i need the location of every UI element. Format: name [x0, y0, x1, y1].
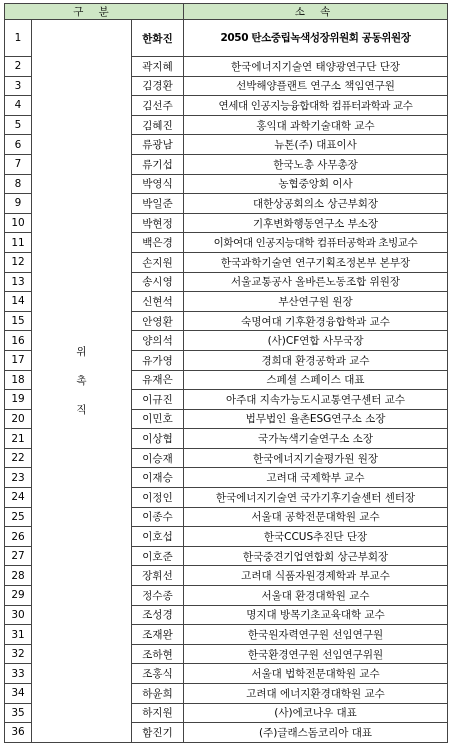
member-affiliation: 농협중앙회 이사 — [184, 174, 448, 194]
member-name: 박일준 — [132, 194, 184, 214]
member-name: 송시영 — [132, 272, 184, 292]
row-number: 23 — [5, 468, 32, 488]
member-affiliation: 고려대 국제학부 교수 — [184, 468, 448, 488]
member-affiliation: 고려대 식품자원경제학과 부교수 — [184, 566, 448, 586]
member-affiliation: 선박해양플랜트 연구소 책임연구원 — [184, 76, 448, 96]
member-name: 조재완 — [132, 625, 184, 645]
row-number: 24 — [5, 488, 32, 508]
member-name: 박현정 — [132, 213, 184, 233]
row-number: 13 — [5, 272, 32, 292]
member-affiliation: 한국환경연구원 선임연구위원 — [184, 644, 448, 664]
row-number: 33 — [5, 664, 32, 684]
member-name: 김혜진 — [132, 115, 184, 135]
member-name: 류기섭 — [132, 154, 184, 174]
category-cell — [32, 20, 132, 743]
member-affiliation: 법무법인 율촌ESG연구소 소장 — [184, 409, 448, 429]
member-affiliation: (사)CF연합 사무국장 — [184, 331, 448, 351]
row-number: 22 — [5, 448, 32, 468]
member-name: 양의석 — [132, 331, 184, 351]
row-number: 4 — [5, 96, 32, 116]
row-number: 36 — [5, 723, 32, 743]
row-number: 19 — [5, 390, 32, 410]
member-affiliation: 부산연구원 원장 — [184, 292, 448, 312]
row-number: 27 — [5, 546, 32, 566]
row-number: 15 — [5, 311, 32, 331]
member-affiliation: 기후변화행동연구소 부소장 — [184, 213, 448, 233]
member-name: 김선주 — [132, 96, 184, 116]
member-affiliation: 뉴톤(주) 대표이사 — [184, 135, 448, 155]
member-name: 이승재 — [132, 448, 184, 468]
member-affiliation: 한국에너지기술연 태양광연구단 단장 — [184, 57, 448, 77]
row-number: 6 — [5, 135, 32, 155]
member-affiliation: 고려대 에너지환경대학원 교수 — [184, 684, 448, 704]
row-number: 2 — [5, 57, 32, 77]
row-number: 5 — [5, 115, 32, 135]
row-number: 9 — [5, 194, 32, 214]
row-number: 31 — [5, 625, 32, 645]
member-affiliation: 한국원자력연구원 선임연구원 — [184, 625, 448, 645]
row-number: 8 — [5, 174, 32, 194]
member-name: 유가영 — [132, 350, 184, 370]
member-affiliation: 서울교통공사 올바른노동조합 위원장 — [184, 272, 448, 292]
member-affiliation: 한국노총 사무총장 — [184, 154, 448, 174]
member-name: 이호섭 — [132, 527, 184, 547]
member-name: 김경환 — [132, 76, 184, 96]
row-number: 29 — [5, 586, 32, 606]
member-name: 류광남 — [132, 135, 184, 155]
member-name: 조하현 — [132, 644, 184, 664]
row-number: 14 — [5, 292, 32, 312]
member-name: 함진기 — [132, 723, 184, 743]
row-number: 10 — [5, 213, 32, 233]
row-number: 25 — [5, 507, 32, 527]
member-name: 이민호 — [132, 409, 184, 429]
row-number: 35 — [5, 703, 32, 723]
member-name: 신현석 — [132, 292, 184, 312]
member-name: 곽지혜 — [132, 57, 184, 77]
member-affiliation: 명지대 방목기초교육대학 교수 — [184, 605, 448, 625]
table-row — [5, 20, 448, 57]
member-name: 하윤희 — [132, 684, 184, 704]
member-name: 손지원 — [132, 252, 184, 272]
roster-body — [5, 20, 448, 743]
row-number: 30 — [5, 605, 32, 625]
member-affiliation: 이화여대 인공지능대학 컴퓨터공학과 초빙교수 — [184, 233, 448, 253]
member-name: 한화진 — [132, 20, 184, 57]
member-name: 조홍식 — [132, 664, 184, 684]
member-affiliation: 대한상공회의소 상근부회장 — [184, 194, 448, 214]
member-affiliation: 한국에너지기술연 국가기후기술센터 센터장 — [184, 488, 448, 508]
member-name: 이규진 — [132, 390, 184, 410]
committee-roster-table — [4, 3, 448, 743]
member-affiliation: 홍익대 과학기술대학 교수 — [184, 115, 448, 135]
member-name: 조성경 — [132, 605, 184, 625]
row-number: 12 — [5, 252, 32, 272]
category-char: 위 — [76, 346, 87, 359]
member-affiliation: (사)에코나우 대표 — [184, 703, 448, 723]
member-name: 박영식 — [132, 174, 184, 194]
member-name: 이재승 — [132, 468, 184, 488]
category-char: 촉 — [76, 375, 87, 388]
row-number: 16 — [5, 331, 32, 351]
header-category: 구 분 — [5, 4, 184, 20]
member-affiliation: 연세대 인공지능융합대학 컴퓨터과학과 교수 — [184, 96, 448, 116]
member-name: 유재은 — [132, 370, 184, 390]
row-number: 7 — [5, 154, 32, 174]
member-name: 안영환 — [132, 311, 184, 331]
row-number: 3 — [5, 76, 32, 96]
member-affiliation: 한국중견기업연합회 상근부회장 — [184, 546, 448, 566]
row-number: 17 — [5, 350, 32, 370]
member-affiliation: 한국에너지기술평가원 원장 — [184, 448, 448, 468]
member-affiliation: 서울대 공학전문대학원 교수 — [184, 507, 448, 527]
row-number: 1 — [5, 20, 32, 57]
member-name: 백은경 — [132, 233, 184, 253]
member-name: 이상협 — [132, 429, 184, 449]
member-name: 이정인 — [132, 488, 184, 508]
header-affiliation: 소 속 — [184, 4, 448, 20]
table-header-row — [5, 4, 448, 20]
member-affiliation: 서울대 법학전문대학원 교수 — [184, 664, 448, 684]
row-number: 32 — [5, 644, 32, 664]
member-affiliation: 한국과학기술연 연구기획조정본부 본부장 — [184, 252, 448, 272]
member-name: 정수종 — [132, 586, 184, 606]
member-affiliation: 스페셜 스페이스 대표 — [184, 370, 448, 390]
category-char: 직 — [76, 404, 87, 417]
row-number: 20 — [5, 409, 32, 429]
member-name: 이종수 — [132, 507, 184, 527]
row-number: 21 — [5, 429, 32, 449]
member-affiliation: 숙명여대 기후환경융합학과 교수 — [184, 311, 448, 331]
member-affiliation: (주)글래스돔코리아 대표 — [184, 723, 448, 743]
member-name: 하지원 — [132, 703, 184, 723]
member-name: 장휘선 — [132, 566, 184, 586]
row-number: 18 — [5, 370, 32, 390]
member-name: 이호준 — [132, 546, 184, 566]
member-affiliation: 서울대 환경대학원 교수 — [184, 586, 448, 606]
member-affiliation: 국가녹색기술연구소 소장 — [184, 429, 448, 449]
member-affiliation: 한국CCUS추진단 단장 — [184, 527, 448, 547]
member-affiliation: 경희대 환경공학과 교수 — [184, 350, 448, 370]
row-number: 11 — [5, 233, 32, 253]
member-affiliation: 아주대 지속가능도시교통연구센터 교수 — [184, 390, 448, 410]
row-number: 34 — [5, 684, 32, 704]
member-affiliation: 2050 탄소중립녹색성장위원회 공동위원장 — [184, 20, 448, 57]
row-number: 28 — [5, 566, 32, 586]
row-number: 26 — [5, 527, 32, 547]
